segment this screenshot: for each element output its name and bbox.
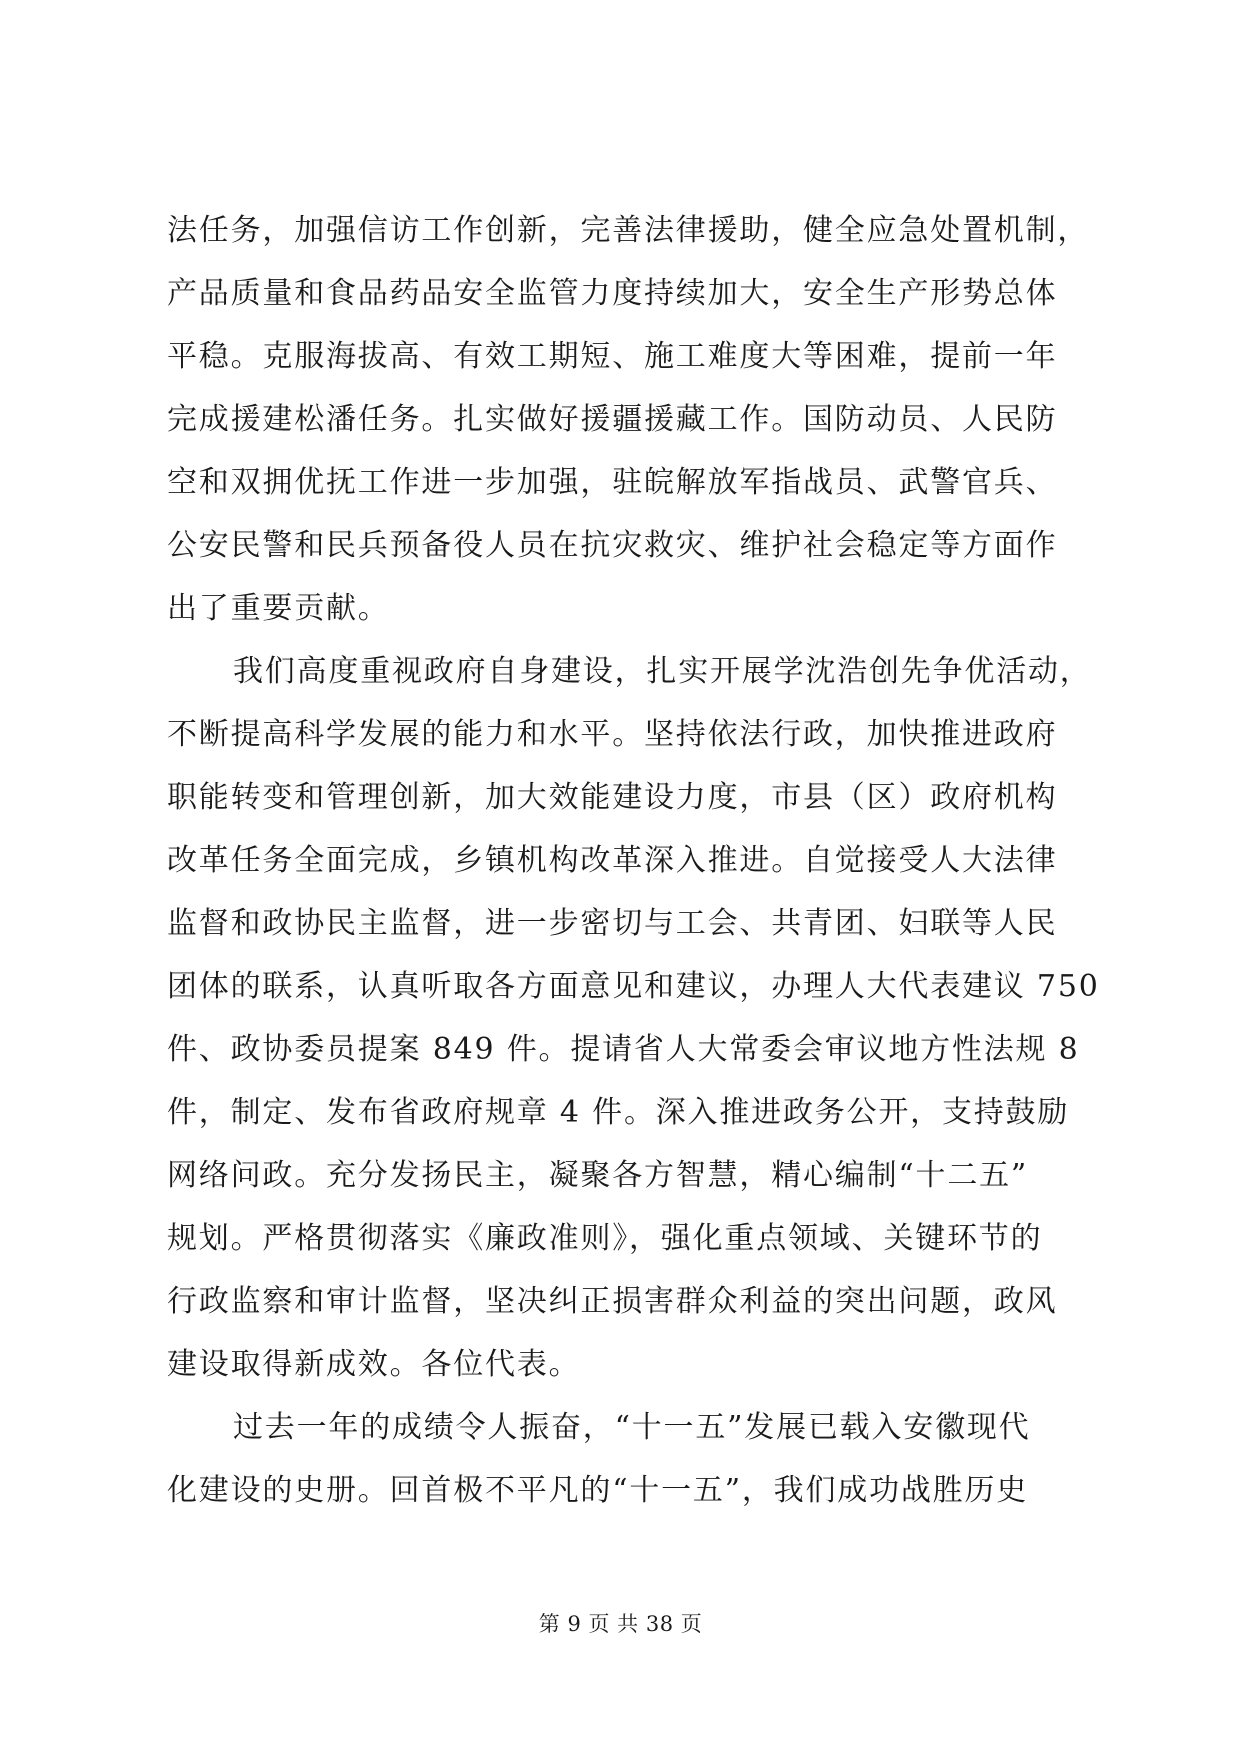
paragraph-start-line: 过去一年的成绩令人振奋，“十一五”发展已载入安徽现代 (233, 1410, 1031, 1445)
text-line: 规划。严格贯彻落实《廉政准则》，强化重点领域、关键环节的 (167, 1221, 1043, 1256)
text-line: 团体的联系，认真听取各方面意见和建议，办理人大代表建议 750 (167, 969, 1100, 1004)
text-line: 完成援建松潘任务。扎实做好援疆援藏工作。国防动员、人民防 (167, 402, 1058, 437)
text-line: 件，制定、发布省政府规章 4 件。深入推进政务公开，支持鼓励 (167, 1095, 1070, 1130)
text-line: 出了重要贡献。 (167, 591, 390, 626)
text-line: 建设取得新成效。各位代表。 (167, 1347, 581, 1382)
text-line: 化建设的史册。回首极不平凡的“十一五”，我们成功战胜历史 (167, 1473, 1029, 1508)
text-line: 空和双拥优抚工作进一步加强，驻皖解放军指战员、武警官兵、 (167, 465, 1058, 500)
paragraph-start-line: 我们高度重视政府自身建设，扎实开展学沈浩创先争优活动， (233, 654, 1092, 689)
text-line: 法任务，加强信访工作创新，完善法律援助，健全应急处置机制， (167, 213, 1090, 248)
page-number-footer: 第 9 页 共 38 页 (538, 1612, 703, 1636)
text-line: 产品质量和食品药品安全监管力度持续加大，安全生产形势总体 (167, 276, 1058, 311)
text-line: 监督和政协民主监督，进一步密切与工会、共青团、妇联等人民 (167, 906, 1058, 941)
text-line: 职能转变和管理创新，加大效能建设力度，市县（区）政府机构 (167, 780, 1058, 815)
text-line: 平稳。克服海拔高、有效工期短、施工难度大等困难，提前一年 (167, 339, 1058, 374)
text-line: 网络问政。充分发扬民主，凝聚各方智慧，精心编制“十二五” (167, 1158, 1029, 1193)
text-line: 改革任务全面完成，乡镇机构改革深入推进。自觉接受人大法律 (167, 843, 1058, 878)
body-text (167, 203, 1100, 1526)
text-line: 件、政协委员提案 849 件。提请省人大常委会审议地方性法规 8 (167, 1032, 1080, 1067)
text-line: 公安民警和民兵预备役人员在抗灾救灾、维护社会稳定等方面作 (167, 528, 1058, 563)
text-line: 不断提高科学发展的能力和水平。坚持依法行政，加快推进政府 (167, 717, 1058, 752)
text-line: 行政监察和审计监督，坚决纠正损害群众利益的突出问题，政风 (167, 1284, 1058, 1319)
